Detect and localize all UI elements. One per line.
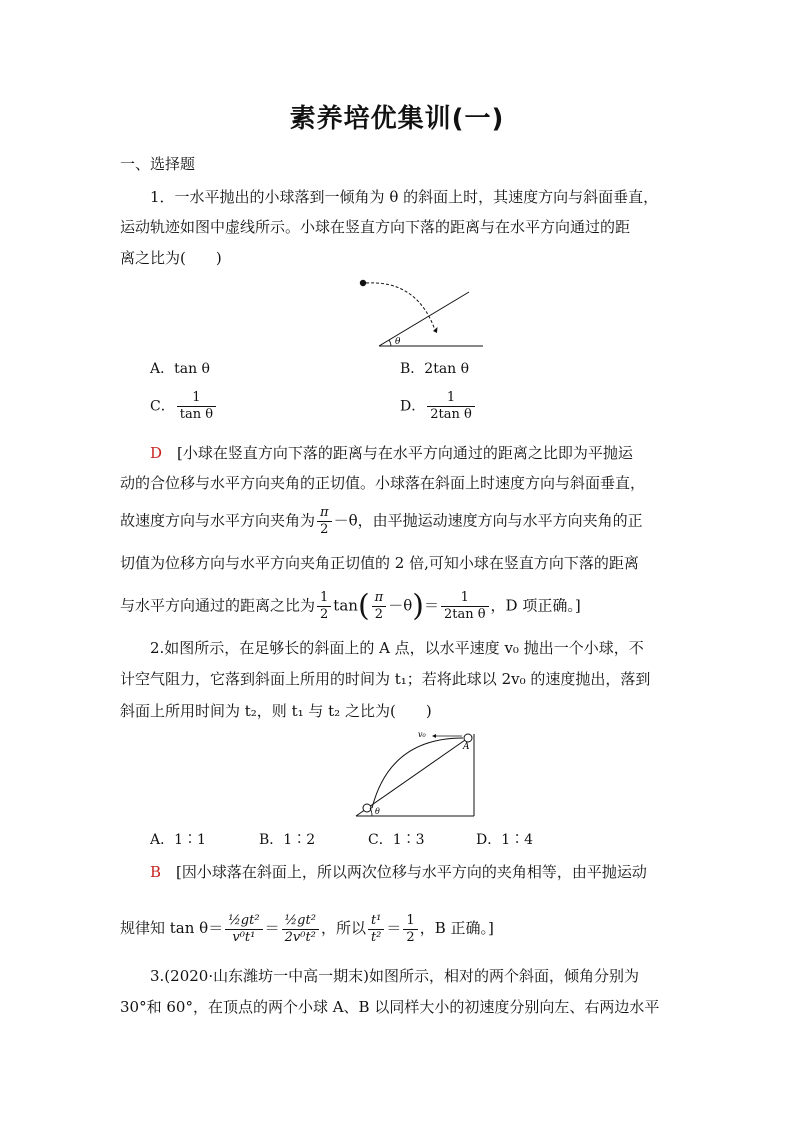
q1-trajectory (366, 283, 435, 330)
q2-v0-label: v₀ (418, 730, 426, 739)
q2-formula-3-top: t¹ (368, 913, 384, 930)
q1-option-d-num: 1 (427, 390, 475, 407)
q2-formula-1-bottom: v⁰t¹ (232, 929, 256, 945)
q2-option-a[interactable]: A．1∶1 (150, 832, 206, 848)
q1-option-c-den: tan θ (179, 407, 214, 422)
q2-formula-2 (282, 913, 319, 946)
q1-exp-3-fraction (317, 505, 332, 538)
q1-angle-arc (389, 340, 391, 346)
q1-explanation-line-3 (120, 505, 676, 538)
q2-formula-1-top: ½gt² (225, 913, 262, 930)
q2-theta-label: θ (375, 807, 380, 816)
q2-ball-top (464, 734, 472, 742)
q2-option-d[interactable]: D．1∶4 (476, 832, 534, 848)
q1-explanation-line-2: 动的合位移与水平方向夹角的正切值。小球落在斜面上时速度方向与斜面垂直， (120, 474, 646, 492)
q2-answer: B (150, 863, 162, 881)
q1-exp-5-rparen: ) (412, 588, 424, 624)
q1-exp-5-pi-num: π (372, 590, 387, 607)
q1-exp-5-eq: ＝ (423, 596, 439, 615)
q2-formula-2-top: ½gt² (282, 913, 319, 930)
q1-exp-5-lparen: ( (357, 588, 370, 624)
q2-line-2: 计空气阻力，它落到斜面上所用的时间为 t₁；若将此球以 2v₀ 的速度抛出，落到 (120, 670, 651, 688)
q1-line-1: 1．一水平抛出的小球落到一倾角为 θ 的斜面上时，其速度方向与斜面垂直， (150, 188, 659, 206)
q1-exp-5b: ，D 项正确。] (490, 596, 581, 615)
q1-exp-1: [小球在竖直方向下落的距离与在水平方向通过的距离之比即为平抛运 (177, 444, 633, 462)
q1-option-c[interactable] (150, 390, 218, 423)
q2-exp-2-eq: ＝ (264, 919, 280, 937)
q1-exp-5-result-den: 2tan θ (443, 607, 486, 622)
q1-answer: D (150, 444, 163, 462)
q2-formula-1 (225, 913, 262, 946)
q1-exp-3-den: 2 (320, 522, 329, 537)
q1-exp-5-tan: tan (333, 596, 358, 615)
q1-exp-5-half-num: 1 (317, 590, 331, 607)
q2-line-1: 2.如图所示，在足够长的斜面上的 A 点，以水平速度 v₀ 抛出一个小球，不 (150, 639, 644, 657)
q2-angle-arc (370, 808, 372, 816)
q1-incline-line (379, 292, 469, 346)
q2-formula-3-bottom: t² (370, 929, 382, 945)
q2-exp-2b: ，所以 (320, 919, 366, 937)
q1-exp-5-pi (372, 590, 387, 623)
q1-option-d-fraction (427, 390, 475, 423)
q2-formula-4-top: 1 (403, 913, 417, 930)
q2-A-label: A (463, 742, 470, 752)
q2-formula-3 (368, 913, 384, 946)
q2-explanation-line-1 (150, 860, 676, 884)
q1-option-d-den: 2tan θ (430, 407, 472, 422)
q1-option-b[interactable]: B．2tan θ (400, 361, 470, 377)
q1-explanation-line-4: 切值为位移方向与水平方向夹角正切值的 2 倍,可知小球在竖直方向下落的距离 (120, 554, 639, 572)
q1-option-a[interactable]: A．tan θ (150, 361, 210, 377)
q1-explanation-line-1 (150, 441, 676, 465)
q1-theta-label: θ (395, 337, 401, 347)
q2-formula-4 (403, 913, 417, 946)
q2-ball-bottom (363, 804, 371, 812)
q1-option-c-fraction (177, 390, 216, 423)
q3-line-1: 3.(2020·山东潍坊一中高一期末)如图所示，相对的两个斜面，倾角分别为 (150, 967, 639, 985)
q1-exp-5a: 与水平方向通过的距离之比为 (120, 596, 316, 615)
q2-line-3: 斜面上所用时间为 t₂，则 t₁ 与 t₂ 之比为( ) (120, 702, 432, 720)
q1-ball (360, 280, 366, 286)
q1-exp-5-half-den: 2 (320, 607, 329, 622)
page-title: 素养培优集训(一) (289, 104, 505, 134)
q1-exp-5-pi-den: 2 (374, 607, 384, 622)
q2-explanation-line-2 (120, 910, 676, 946)
q1-exp-5-half (317, 590, 331, 623)
q2-exp-1: [因小球落在斜面上，所以两次位移与水平方向的夹角相等，由平抛运动 (176, 863, 647, 881)
q1-option-d[interactable] (400, 390, 477, 423)
q1-arrowhead (433, 327, 438, 333)
q1-line-2: 运动轨迹如图中虚线所示。小球在竖直方向下落的距离与在水平方向通过的距 (120, 218, 631, 236)
q2-option-c[interactable]: C．1∶3 (368, 832, 425, 848)
q1-exp-3-num: π (317, 505, 332, 522)
q3-line-2: 30°和 60°，在顶点的两个小球 A、B 以同样大小的初速度分别向左、右两边水平 (120, 998, 660, 1016)
q1-exp-5-result-num: 1 (441, 590, 489, 607)
q2-exp-2c: ，B 正确。] (419, 919, 494, 937)
q2-velocity-arrowhead (432, 734, 436, 738)
section-heading: 一、选择题 (120, 155, 196, 173)
q2-exp-2-eq2: ＝ (386, 919, 402, 937)
q1-exp-5-result (441, 590, 489, 623)
q1-figure (355, 278, 485, 350)
q2-exp-2a: 规律知 tan θ＝ (120, 919, 224, 937)
q1-option-c-prefix: C． (150, 398, 175, 415)
q1-option-d-prefix: D． (400, 398, 426, 415)
q2-figure (350, 728, 480, 820)
q2-option-b[interactable]: B．1∶2 (259, 832, 316, 848)
q1-exp-3a: 故速度方向与水平方向夹角为 (120, 511, 316, 530)
q2-formula-2-bottom: 2v⁰t² (284, 929, 316, 945)
q1-option-c-num: 1 (177, 390, 216, 407)
q1-exp-5-minus: －θ (388, 596, 413, 615)
q1-explanation-line-5 (120, 590, 676, 623)
q1-exp-3b: －θ，由平抛运动速度方向与水平方向夹角的正 (333, 511, 643, 530)
q1-line-3: 离之比为( ) (120, 249, 222, 267)
q2-formula-4-bottom: 2 (406, 929, 415, 945)
